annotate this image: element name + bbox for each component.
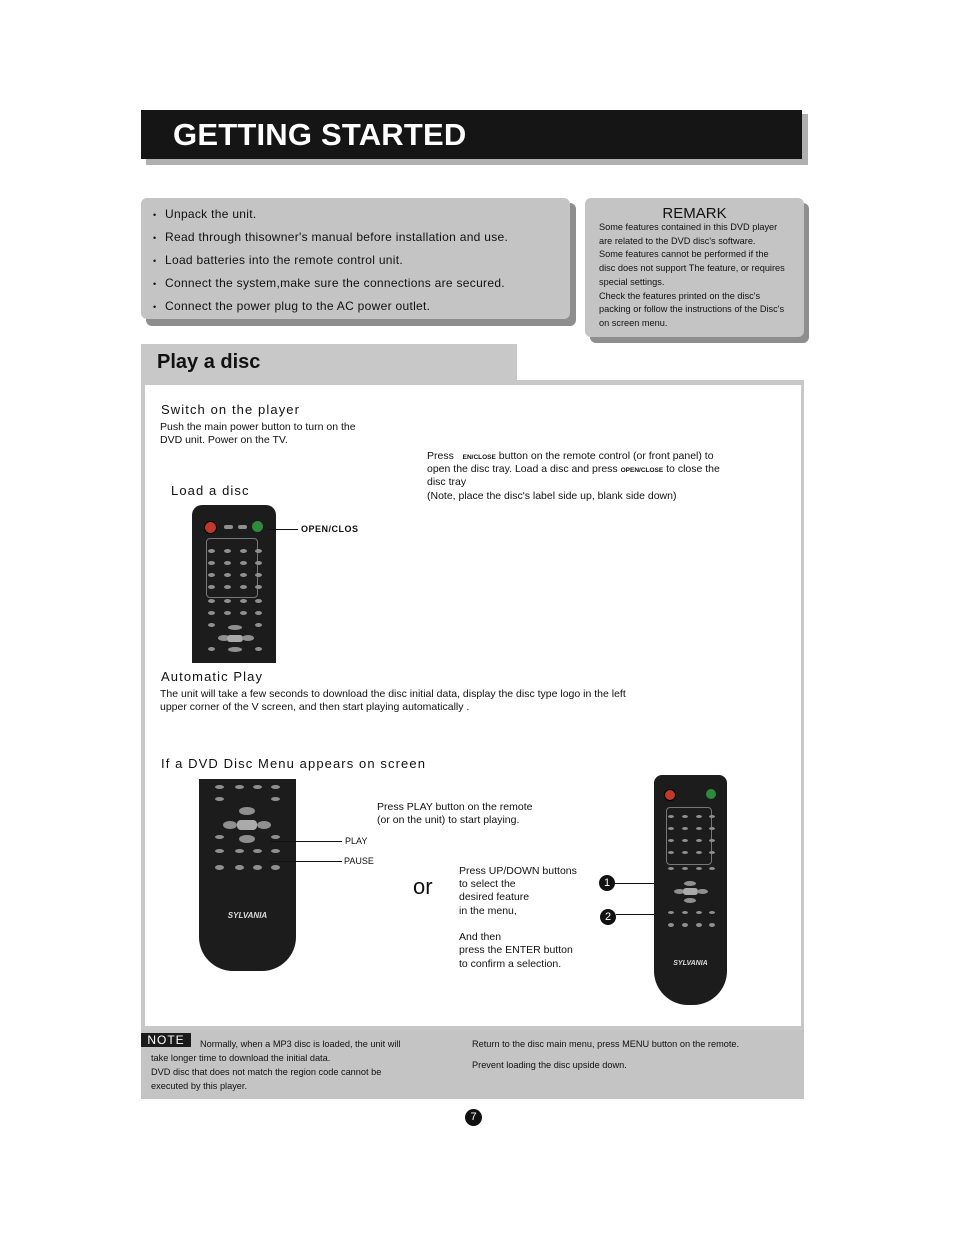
step-item: • Connect the power plug to the AC power outlet. xyxy=(153,299,431,313)
open-close-button-icon xyxy=(252,521,263,532)
brand-logo: SYLVANIA xyxy=(673,960,708,967)
updown-text-1: Press UP/DOWN buttons xyxy=(459,865,577,877)
play-section-title: Play a disc xyxy=(157,351,261,373)
remark-title: REMARK xyxy=(662,205,727,222)
note-text-3: DVD disc that does not match the region code cannot be xyxy=(151,1067,382,1077)
disc-menu-heading: If a DVD Disc Menu appears on screen xyxy=(161,756,427,771)
updown-text-3: desired feature xyxy=(459,891,530,903)
page-number: 7 xyxy=(465,1109,482,1126)
note-text-1: Normally, when a MP3 disc is loaded, the unit will xyxy=(200,1039,401,1049)
step-item: • Connect the system,make sure the connections are secured. xyxy=(153,276,505,290)
note-text-right-1: Return to the disc main menu, press MENU button on the remote. xyxy=(472,1039,740,1049)
load-disc-text-3: disc tray xyxy=(427,476,467,488)
or-label: or xyxy=(413,874,433,899)
open-close-callout: OPEN/CLOS xyxy=(301,524,359,534)
load-disc-heading: Load a disc xyxy=(171,483,250,498)
switch-on-text-1: Push the main power button to turn on the xyxy=(160,421,356,433)
marker-1-line xyxy=(615,883,655,884)
pause-callout-line xyxy=(270,861,342,862)
remote-control-full-image xyxy=(654,775,727,1005)
press-play-text-2: (or on the unit) to start playing. xyxy=(377,814,520,826)
page-title: GETTING STARTED xyxy=(173,117,467,152)
updown-text-2: to select the xyxy=(459,878,516,890)
brand-logo: SYLVANIA xyxy=(227,911,268,920)
press-play-text-1: Press PLAY button on the remote xyxy=(377,801,533,813)
updown-text-4: in the menu, xyxy=(459,905,517,917)
step-item: • Unpack the unit. xyxy=(153,207,257,221)
play-callout-line xyxy=(270,841,342,842)
play-callout: PLAY xyxy=(345,836,368,846)
load-disc-text-4: (Note, place the disc's label side up, blank side down) xyxy=(427,490,677,502)
automatic-play-text-1: The unit will take a few seconds to download the disc initial data, display the disc type logo in the left xyxy=(160,688,626,700)
note-text-2: take longer time to download the initial data. xyxy=(151,1053,331,1063)
power-button-icon xyxy=(204,521,217,534)
switch-on-heading: Switch on the player xyxy=(161,402,301,417)
automatic-play-heading: Automatic Play xyxy=(161,669,264,684)
step-item: • Read through thisowner's manual before installation and use. xyxy=(153,230,509,244)
open-close-button-icon xyxy=(706,789,716,799)
note-tag: NOTE xyxy=(141,1033,191,1047)
note-text-4: executed by this player. xyxy=(151,1081,248,1091)
open-close-callout-line xyxy=(268,529,298,530)
load-disc-text-2: open the disc tray. Load a disc and press OPEN/CLOSE to close the xyxy=(427,463,720,475)
step-marker-1: 1 xyxy=(599,875,615,891)
remote-control-bottom-image xyxy=(199,779,296,971)
note-text-right-2: Prevent loading the disc upside down. xyxy=(472,1060,627,1070)
remote-control-image xyxy=(192,505,276,663)
enter-text-2: press the ENTER button xyxy=(459,944,573,956)
enter-text-3: to confirm a selection. xyxy=(459,958,562,970)
marker-2-line xyxy=(616,914,656,915)
step-item: • Load batteries into the remote control unit. xyxy=(153,253,404,267)
load-disc-text-1: Press EN/CLOSE button on the remote control (or front panel) to xyxy=(427,450,714,462)
switch-on-text-2: DVD unit. Power on the TV. xyxy=(160,434,288,446)
automatic-play-text-2: upper corner of the V screen, and then start playing automatically . xyxy=(160,701,470,713)
pause-callout: PAUSE xyxy=(344,856,374,866)
step-marker-2: 2 xyxy=(600,909,616,925)
remark-text: Some features contained in this DVD player are related to the DVD disc's software. Some features cannot be performed if the disc does not support The feature, or requires special settings. Check the features printed on the disc's packing or follow the instructions of the Disc's on screen menu. xyxy=(599,222,785,328)
enter-text-1: And then xyxy=(459,931,502,943)
power-button-icon xyxy=(664,789,676,801)
